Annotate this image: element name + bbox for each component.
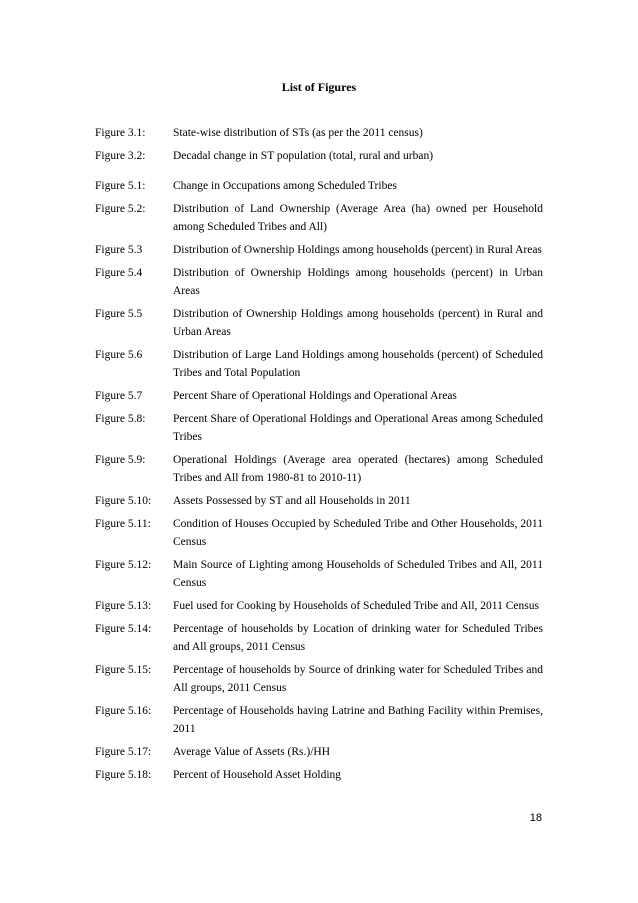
figure-caption: Condition of Houses Occupied by Scheduled Tribe and Other Households, 2011 Census — [173, 518, 543, 548]
figure-list — [95, 124, 543, 789]
figure-caption: Operational Holdings (Average area operated (hectares) among Scheduled Tribes and All from 1980-81 to 2010-11) — [173, 454, 543, 484]
figure-number: Figure 5.3 — [95, 244, 143, 256]
figure-entry — [95, 305, 543, 341]
figure-entry — [95, 620, 543, 656]
figure-number: Figure 3.2: — [95, 150, 146, 162]
figure-number: Figure 5.16: — [95, 705, 152, 717]
figure-caption: Distribution of Ownership Holdings among households (percent) in Urban Areas — [173, 267, 543, 297]
figure-caption: Percent of Household Asset Holding — [173, 769, 342, 781]
figure-number: Figure 5.7 — [95, 390, 143, 402]
figure-entry — [95, 492, 543, 510]
figure-caption: Percentage of Households having Latrine and Bathing Facility within Premises, 2011 — [173, 705, 543, 735]
figure-entry — [95, 241, 543, 259]
figure-entry — [95, 766, 543, 784]
figure-caption: Distribution of Ownership Holdings among households (percent) in Rural and Urban Areas — [173, 308, 543, 338]
figure-number: Figure 5.15: — [95, 664, 152, 676]
figure-caption: Percentage of households by Source of drinking water for Scheduled Tribes and All groups, 2011 Census — [173, 664, 543, 694]
figure-caption: Fuel used for Cooking by Households of Scheduled Tribe and All, 2011 Census — [173, 600, 539, 612]
figure-number: Figure 5.17: — [95, 746, 152, 758]
figure-caption: Distribution of Large Land Holdings among households (percent) of Scheduled Tribes and Total Population — [173, 349, 543, 379]
figure-caption: Assets Possessed by ST and all Households in 2011 — [173, 495, 411, 507]
figure-caption: Distribution of Land Ownership (Average Area (ha) owned per Household among Scheduled Tribes and All) — [173, 203, 543, 233]
figure-caption: Average Value of Assets (Rs.)/HH — [173, 746, 331, 758]
figure-entry — [95, 743, 543, 761]
figure-number: Figure 5.18: — [95, 769, 152, 781]
figure-number: Figure 5.13: — [95, 600, 152, 612]
figure-entry — [95, 451, 543, 487]
figure-caption: Change in Occupations among Scheduled Tribes — [173, 180, 397, 192]
figure-entry — [95, 346, 543, 382]
figure-caption: Decadal change in ST population (total, rural and urban) — [173, 150, 434, 162]
figure-number: Figure 3.1: — [95, 127, 146, 139]
figure-number: Figure 5.11: — [95, 518, 151, 530]
figure-number: Figure 5.2: — [95, 203, 146, 215]
figure-entry — [95, 556, 543, 592]
figure-caption: Percent Share of Operational Holdings and Operational Areas among Scheduled Tribes — [173, 413, 543, 443]
figure-number: Figure 5.12: — [95, 559, 152, 571]
figure-number: Figure 5.5 — [95, 308, 143, 320]
figure-number: Figure 5.4 — [95, 267, 143, 279]
figure-number: Figure 5.6 — [95, 349, 143, 361]
figure-entry — [95, 661, 543, 697]
figure-caption: State-wise distribution of STs (as per the 2011 census) — [173, 127, 423, 139]
page-title: List of Figures — [281, 80, 357, 94]
figure-caption: Distribution of Ownership Holdings among households (percent) in Rural Areas — [173, 244, 542, 256]
figure-entry — [95, 200, 543, 236]
figure-entry — [95, 515, 543, 551]
figure-entry — [95, 387, 543, 405]
figure-number: Figure 5.14: — [95, 623, 152, 635]
figure-entry — [95, 264, 543, 300]
page-number: 18 — [529, 812, 542, 824]
figure-number: Figure 5.9: — [95, 454, 146, 466]
figure-number: Figure 5.10: — [95, 495, 152, 507]
figure-caption: Percent Share of Operational Holdings and Operational Areas — [173, 390, 457, 402]
figure-caption: Main Source of Lighting among Households of Scheduled Tribes and All, 2011 Census — [173, 559, 543, 589]
figure-entry — [95, 147, 543, 165]
figure-number: Figure 5.8: — [95, 413, 146, 425]
figure-entry — [95, 177, 543, 195]
figure-number: Figure 5.1: — [95, 180, 146, 192]
figure-entry — [95, 124, 543, 142]
figure-entry — [95, 597, 543, 615]
figure-entry — [95, 410, 543, 446]
figure-entry — [95, 702, 543, 738]
figure-caption: Percentage of households by Location of drinking water for Scheduled Tribes and All groups, 2011 Census — [173, 623, 543, 653]
